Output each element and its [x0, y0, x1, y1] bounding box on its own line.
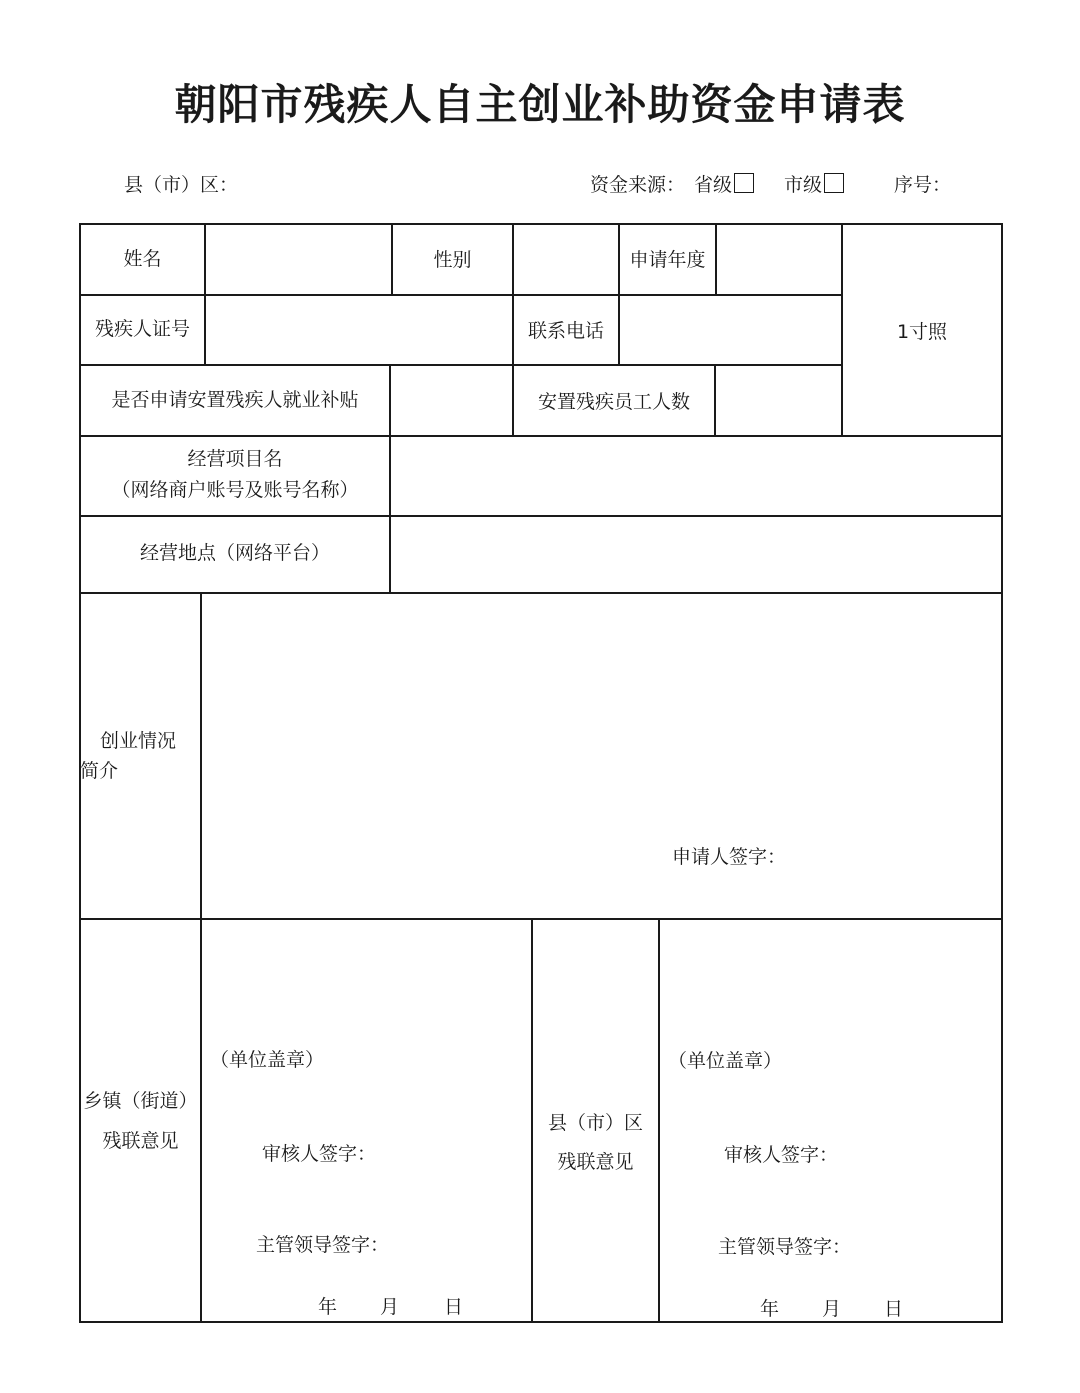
applicant-signature-label: 申请人签字：: [672, 846, 787, 868]
business-location-label: 经营地点（网络平台）: [139, 542, 330, 564]
fund-source-label: 资金来源：: [590, 174, 686, 196]
photo-placeholder: 1寸照: [896, 321, 948, 343]
gender-input[interactable]: [514, 238, 618, 294]
serial-label: 序号：: [894, 174, 952, 196]
county-leader-signature-label: 主管领导签字：: [718, 1236, 852, 1258]
county-field-label: 县（市）区：: [124, 174, 239, 196]
township-month-label: 月: [380, 1296, 400, 1318]
county-seal-label: （单位盖章）: [668, 1050, 783, 1072]
county-day-label: 日: [884, 1298, 904, 1320]
township-seal-label: （单位盖章）: [210, 1049, 325, 1071]
county-reviewer-signature-label: 审核人签字：: [724, 1144, 839, 1166]
business-name-sublabel: （网络商户账号及账号名称）: [111, 479, 359, 501]
township-year-label: 年: [318, 1296, 338, 1318]
intro-textarea[interactable]: [203, 597, 1001, 827]
name-input[interactable]: [206, 238, 391, 294]
township-day-label: 日: [444, 1296, 464, 1318]
township-opinion-label: 乡镇（街道）: [83, 1090, 198, 1112]
intro-label-continued: 简介: [80, 760, 119, 782]
intro-label: 创业情况: [100, 730, 177, 752]
county-opinion-label-continued: 残联意见: [557, 1151, 634, 1173]
township-leader-signature-label: 主管领导签字：: [256, 1234, 390, 1256]
form-title: 朝阳市残疾人自主创业补助资金申请表: [174, 80, 906, 129]
county-opinion-label: 县（市）区: [547, 1112, 643, 1134]
township-opinion-label-continued: 残联意见: [102, 1130, 179, 1152]
phone-input[interactable]: [620, 300, 841, 362]
apply-year-input[interactable]: [717, 238, 841, 294]
employee-count-label: 安置残疾员工人数: [537, 391, 690, 413]
disability-cert-label: 残疾人证号: [94, 318, 190, 340]
business-name-label: 经营项目名: [187, 448, 283, 470]
business-location-input[interactable]: [391, 520, 1001, 591]
city-label: 市级: [784, 174, 823, 196]
township-reviewer-signature-label: 审核人签字：: [262, 1143, 377, 1165]
name-label: 姓名: [123, 248, 162, 270]
employee-count-input[interactable]: [716, 370, 841, 434]
county-year-label: 年: [760, 1298, 780, 1320]
employment-subsidy-input[interactable]: [391, 370, 512, 434]
county-month-label: 月: [822, 1298, 842, 1320]
phone-label: 联系电话: [527, 320, 604, 342]
apply-year-label: 申请年度: [629, 249, 706, 271]
disability-cert-input[interactable]: [206, 300, 512, 362]
provincial-label: 省级: [694, 174, 733, 196]
business-name-input[interactable]: [391, 440, 1001, 514]
gender-label: 性别: [433, 249, 472, 271]
employment-subsidy-label: 是否申请安置残疾人就业补贴: [111, 389, 359, 411]
